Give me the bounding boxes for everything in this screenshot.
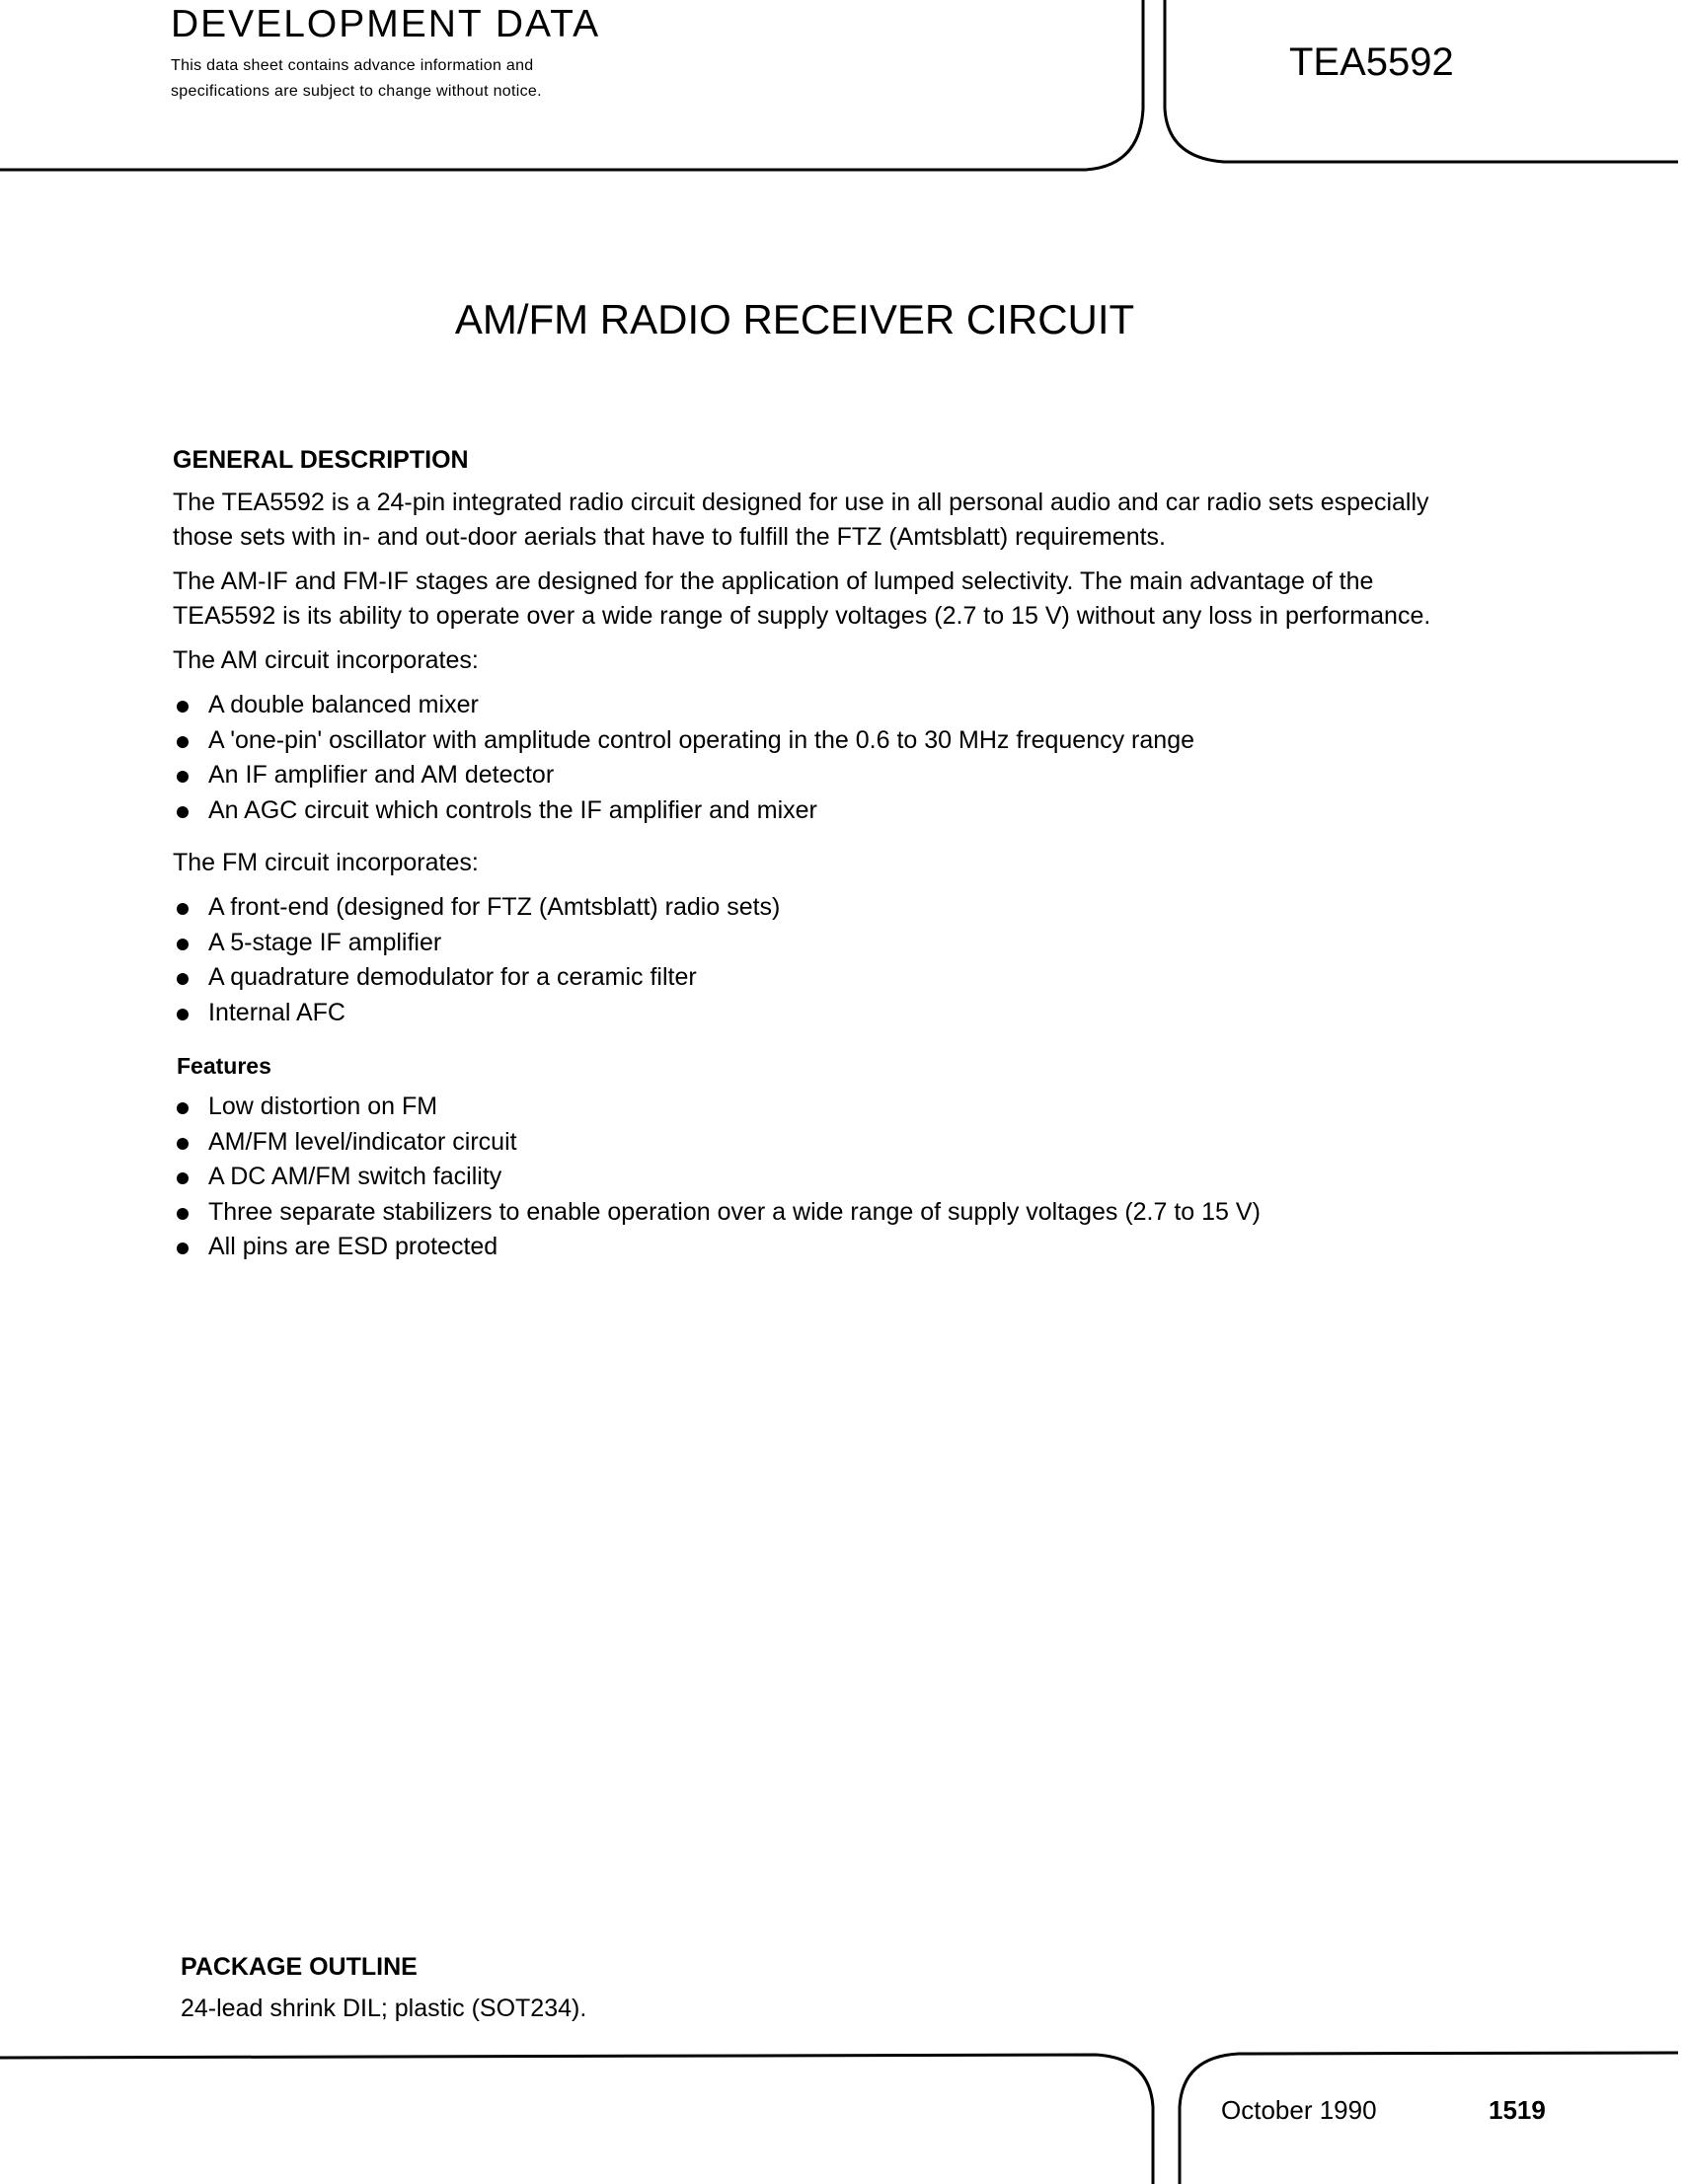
list-item: AM/FM level/indicator circuit: [173, 1125, 1456, 1161]
list-item: An IF amplifier and AM detector: [173, 758, 1456, 793]
package-outline-section: [181, 1949, 1069, 2026]
note-line-1: This data sheet contains advance information and: [171, 57, 534, 74]
description-paragraph-1: The TEA5592 is a 24-pin integrated radio circuit designed for use in all personal audio and car radio sets especially those sets with in- and out-door aerials that have to fulfill the FTZ (Amtsblatt) requirements.: [173, 489, 1429, 551]
list-item: A front-end (designed for FTZ (Amtsblatt) radio sets): [173, 890, 1456, 926]
fm-circuit-list: [173, 890, 1456, 1030]
general-description-section: [173, 442, 1456, 1283]
list-item: Internal AFC: [173, 996, 1456, 1031]
footer-left-rule: [0, 2055, 1153, 2184]
footer-date: October 1990: [1221, 2095, 1377, 2125]
package-outline-text: 24-lead shrink DIL; plastic (SOT234).: [181, 1995, 587, 2022]
general-description-heading: GENERAL DESCRIPTION: [173, 446, 469, 474]
description-paragraph-2: The AM-IF and FM-IF stages are designed for the application of lumped selectivity. The main advantage of the TEA5592 is its ability to operate over a wide range of supply voltages (2.7 to 15 V) without any loss in performance.: [173, 567, 1431, 630]
advance-information-note: [171, 53, 542, 105]
fm-circuit-intro: The FM circuit incorporates:: [173, 849, 479, 876]
list-item: Low distortion on FM: [173, 1090, 1456, 1125]
part-number: TEA5592: [1289, 40, 1454, 84]
list-item: A quadrature demodulator for a ceramic filter: [173, 960, 1456, 996]
list-item: An AGC circuit which controls the IF amplifier and mixer: [173, 793, 1456, 829]
page-number: 1519: [1489, 2095, 1546, 2125]
list-item: A 5-stage IF amplifier: [173, 926, 1456, 961]
list-item: A 'one-pin' oscillator with amplitude control operating in the 0.6 to 30 MHz frequency range: [173, 723, 1456, 759]
development-data-title: DEVELOPMENT DATA: [171, 3, 601, 45]
document-title: AM/FM RADIO RECEIVER CIRCUIT: [454, 296, 1135, 342]
note-line-2: specifications are subject to change without notice.: [171, 83, 542, 100]
features-list: [173, 1090, 1456, 1265]
package-outline-heading: PACKAGE OUTLINE: [181, 1953, 418, 1981]
am-circuit-list: [173, 688, 1456, 828]
features-heading: Features: [177, 1053, 271, 1079]
list-item: A DC AM/FM switch facility: [173, 1160, 1456, 1195]
list-item: A double balanced mixer: [173, 688, 1456, 723]
list-item: Three separate stabilizers to enable operation over a wide range of supply voltages (2.7 to 15 V): [173, 1195, 1456, 1231]
list-item: All pins are ESD protected: [173, 1230, 1456, 1265]
am-circuit-intro: The AM circuit incorporates:: [173, 646, 479, 674]
